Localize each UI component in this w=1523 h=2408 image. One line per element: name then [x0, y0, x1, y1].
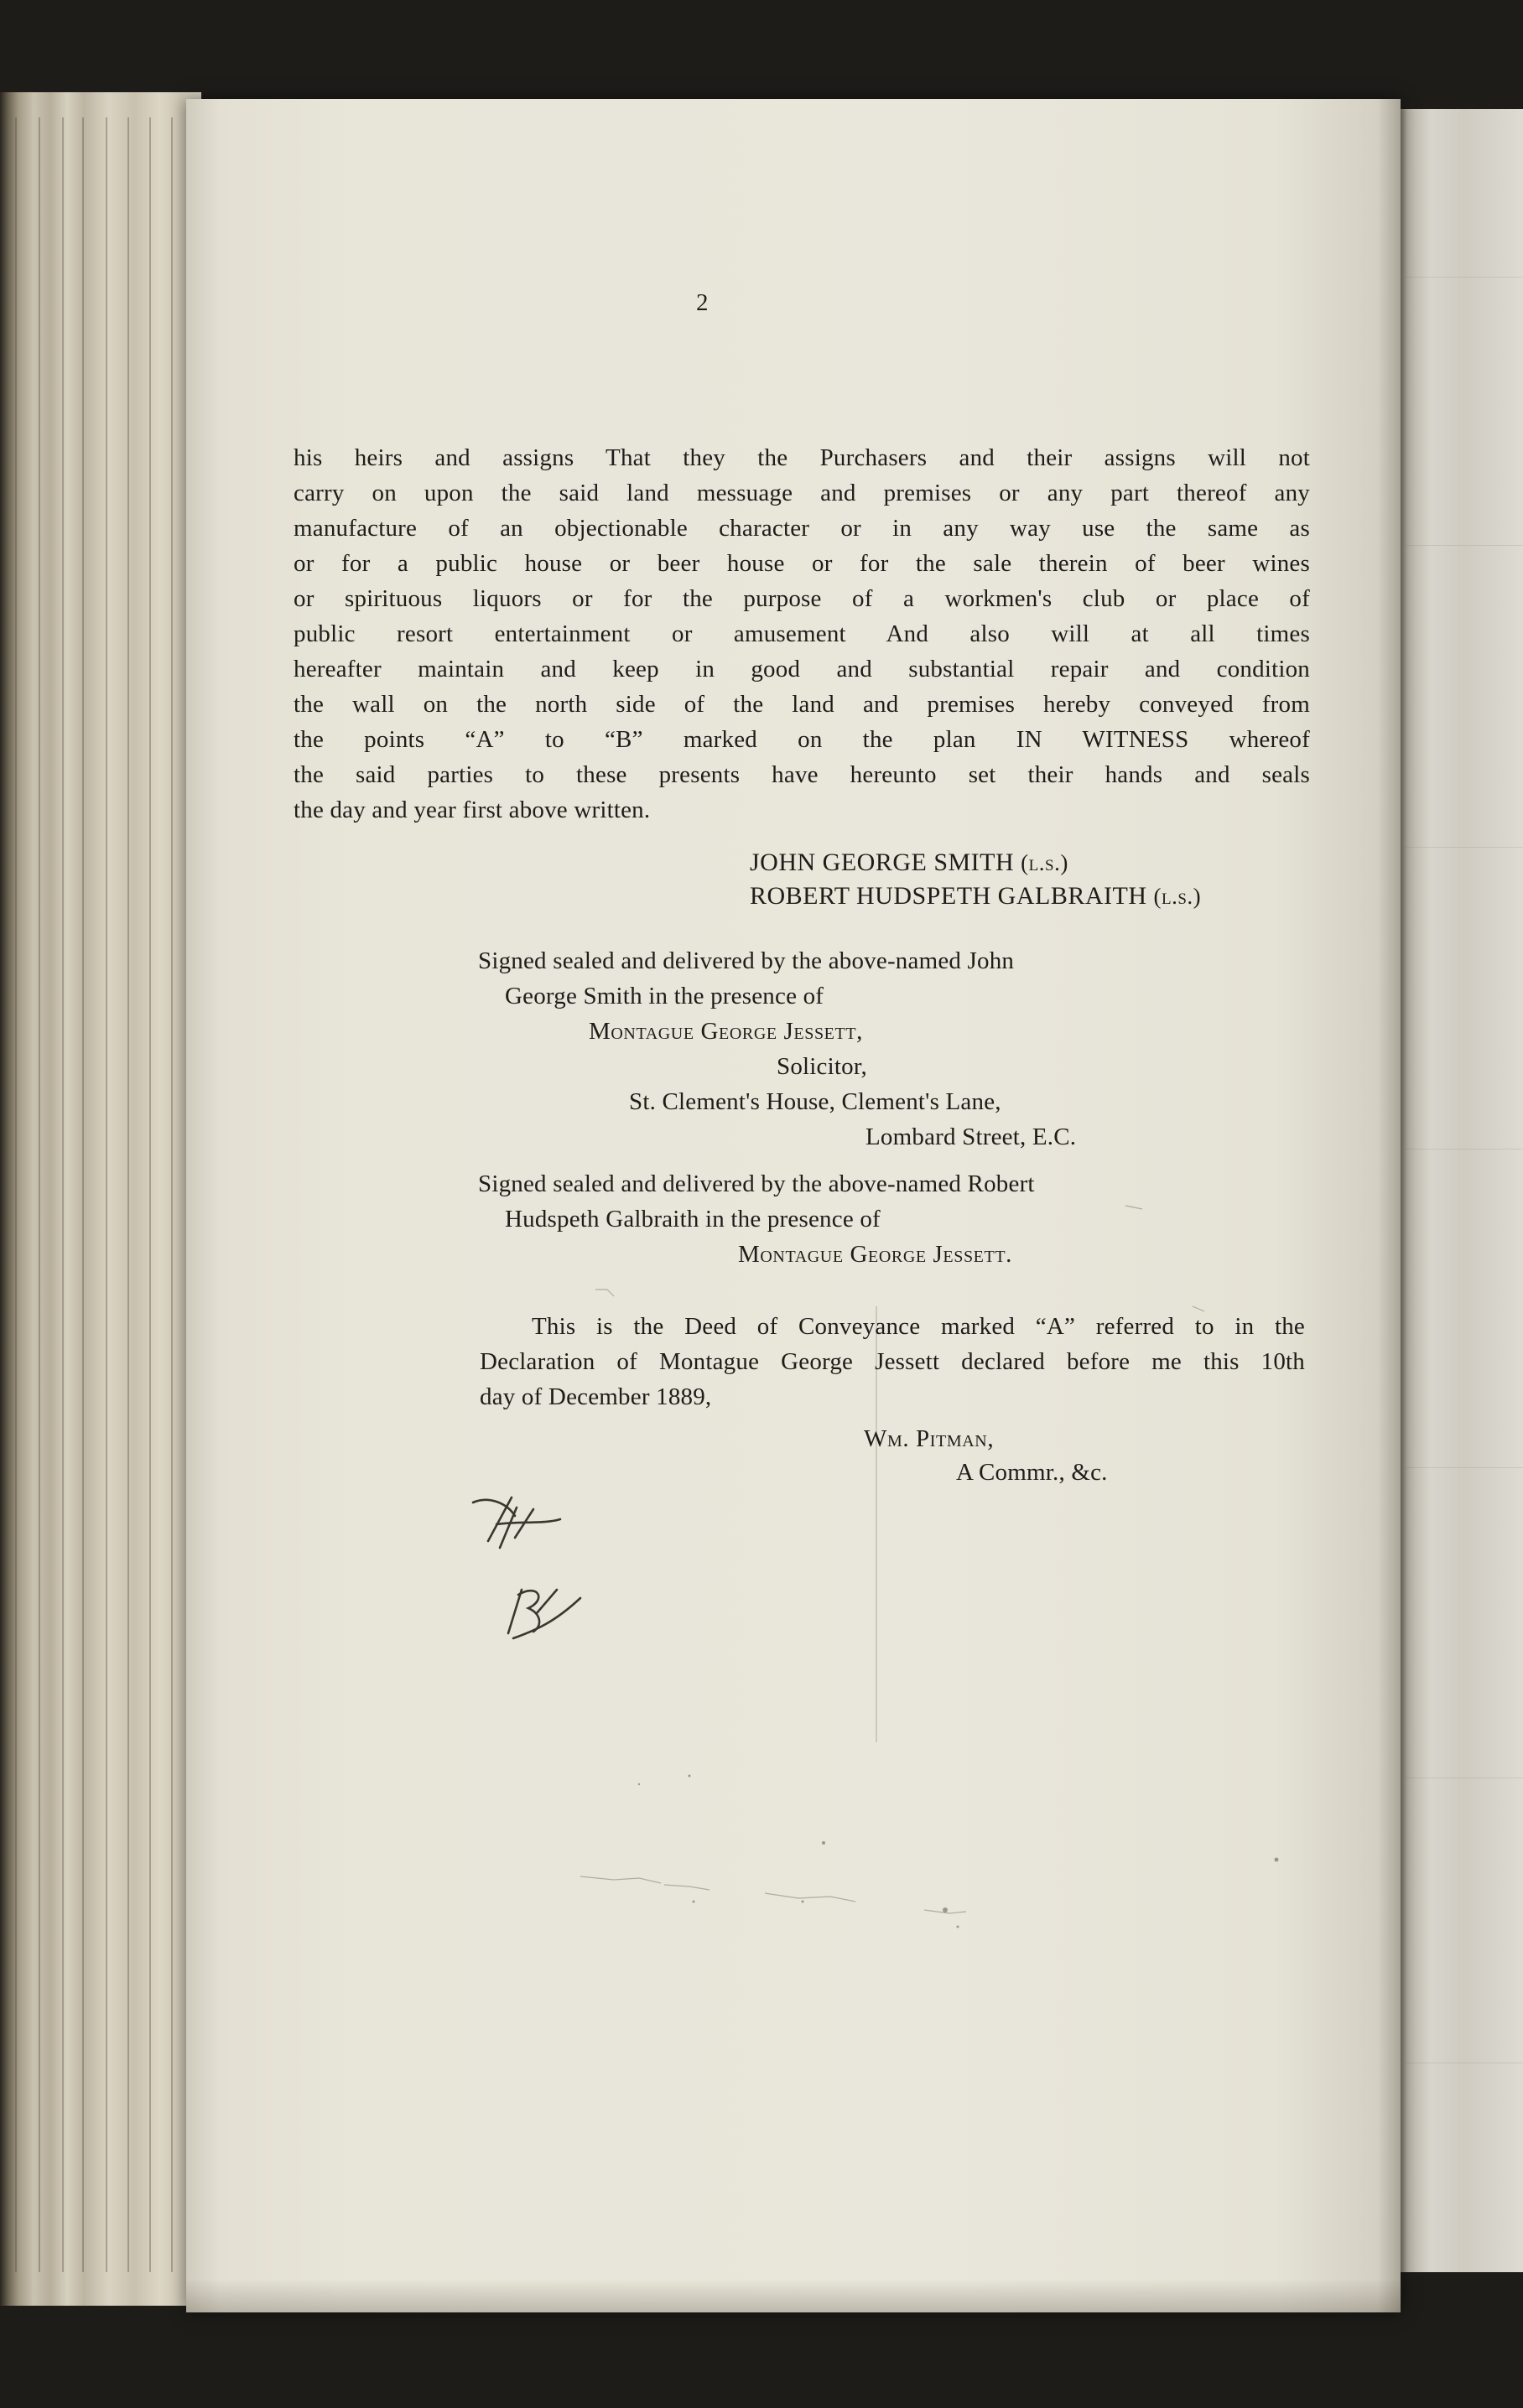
commissioner-name: Wm. Pitman, [864, 1425, 995, 1452]
seal-mark: (l.s.) [1153, 884, 1202, 909]
body-line: the said parties to these presents have hereunto set their hands and seals [294, 761, 1310, 788]
signatory-1 [750, 849, 1068, 877]
body-line: public resort entertainment or amusement And also will at all times [294, 620, 1310, 647]
body-line: carry on upon the said land messuage and premises or any part thereof any [294, 480, 1310, 506]
attestation-1-witness: Montague George Jessett, [589, 1018, 863, 1045]
attestation-1-address-1: St. Clement's House, Clement's Lane, [629, 1088, 1001, 1115]
handwritten-initials-mark [463, 1491, 597, 1658]
attestation-2-line-2: Hudspeth Galbraith in the presence of [505, 1206, 881, 1233]
signatory-2 [750, 882, 1201, 911]
body-line: the day and year first above written. [294, 797, 651, 823]
body-line: hereafter maintain and keep in good and substantial repair and condition [294, 656, 1310, 682]
body-line: the wall on the north side of the land and premises hereby conveyed from [294, 691, 1310, 718]
declaration-line: day of December 1889, [480, 1383, 712, 1410]
attestation-2-witness: Montague George Jessett. [738, 1241, 1012, 1268]
body-line: or for a public house or beer house or for the sale therein of beer wines [294, 550, 1310, 577]
attestation-1-line-1: Signed sealed and delivered by the above-named John [478, 947, 1015, 974]
page-bottom-shadow [186, 2279, 1401, 2312]
signatory-name: JOHN GEORGE SMITH [750, 849, 1015, 876]
adjacent-cloth-page [1397, 109, 1523, 2272]
body-line: the points “A” to “B” marked on the plan IN WITNESS whereof [294, 726, 1310, 753]
body-line: manufacture of an objectionable character or in any way use the same as [294, 515, 1310, 542]
attestation-1-address-2: Lombard Street, E.C. [865, 1124, 1077, 1150]
body-line: or spirituous liquors or for the purpose of a workmen's club or place of [294, 585, 1310, 612]
page-number: 2 [696, 289, 709, 316]
stacked-page-edges [0, 92, 201, 2306]
attestation-2-line-1: Signed sealed and delivered by the above-named Robert [478, 1170, 1035, 1197]
seal-mark: (l.s.) [1021, 850, 1068, 875]
declaration-line: Declaration of Montague George Jessett declared before me this 10th [480, 1348, 1305, 1375]
body-line: his heirs and assigns That they the Purchasers and their assigns will not [294, 444, 1310, 471]
declaration-line: This is the Deed of Conveyance marked “A” referred to in the [532, 1313, 1305, 1340]
attestation-1-title: Solicitor, [777, 1053, 867, 1080]
attestation-1-line-2: George Smith in the presence of [505, 983, 824, 1009]
signatory-name: ROBERT HUDSPETH GALBRAITH [750, 882, 1147, 910]
commissioner-title: A Commr., &c. [956, 1459, 1108, 1486]
